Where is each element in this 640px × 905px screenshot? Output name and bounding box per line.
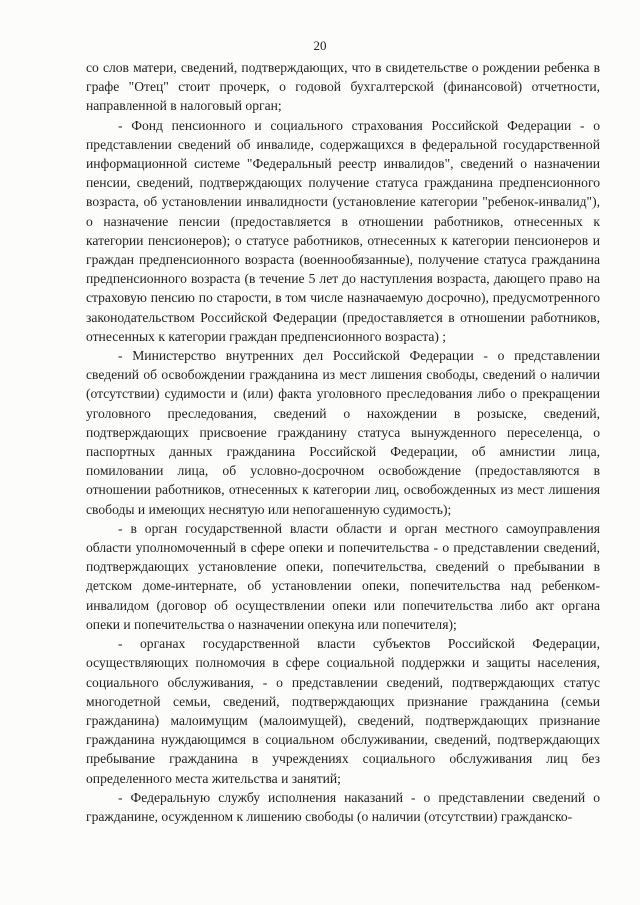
paragraph-interior-ministry: - Министерство внутренних дел Российской Федерации - о представлении сведений об освобождении гражданина из мест лишения свободы, сведений о наличии (отсутствии) судимости и (или) факта уголовного преследования либо о прекращении уголовного преследования, сведений о нахождении в розыске, сведений, подтверждающих присвоение гражданину статуса вынужденного переселенца, о паспортных данных гражданина Российской Федерации, об амнистии лица, помиловании лица, об условно-досрочном освобождение (предоставляются в отношении работников, отнесенных к категории лиц, освобожденных из мест лишения свободы и имеющих неснятую или непогашенную судимость); [86,348,600,517]
paragraph-guardianship: - в орган государственной власти области и орган местного самоуправления области уполномоченный в сфере опеки и попечительства - о представлении сведений, подтверждающих установление опеки, попечительства, сведений о пребывании в детском доме-интернате, об установлении опеки, попечительства над ребенком-инвалидом (договор об осуществлении опеки или попечительства либо акт органа опеки и попечительства о назначении опекуна или попечителя); [86,520,600,632]
page-number: 20 [313,38,327,53]
paragraph-pension-fund: - Фонд пенсионного и социального страхования Российской Федерации - о представлении сведений об инвалиде, содержащихся в федеральной государственной информационной системе "Федеральный реестр инвалидов", сведений о назначении пенсии, сведений, подтверждающих получение статуса гражданина предпенсионного возраста, об установлении инвалидности (установление категории "ребенок-инвалид"), о назначение пенсии (предоставляется в отношении работников, отнесенных к категории пенсионеров); о статусе работников, отнесенных к категории пенсионеров и граждан предпенсионного возраста (военнообязанные), получение статуса гражданина предпенсионного возраста (в течение 5 лет до наступления возраста, дающего право на страховую пенсию по старости, в том числе назначаемую досрочно), предусмотренного законодательством Российской Федерации (предоставляется в отношении работников, отнесенных к категории граждан предпенсионного возраста) ; [86,117,600,344]
paragraph-penitentiary-service: - Федеральную службу исполнения наказаний - о представлении сведений о гражданине, осужденном к лишению свободы (о наличии (отсутствии) гражданско- [86,789,600,824]
document-body [86,58,600,826]
paragraph-continuation: со слов матери, сведений, подтверждающих, что в свидетельстве о рождении ребенка в графе "Отец" стоит прочерк, о годовой бухгалтерской (финансовой) отчетности, направленной в налоговый орган; [86,60,600,114]
paragraph-social-protection: - органах государственной власти субъектов Российской Федерации, осуществляющих полномочия в сфере социальной поддержки и защиты населения, социального обслуживания, - о представлении сведений, подтверждающих статус многодетной семьи, сведений, подтверждающих признание гражданина (семьи гражданина) малоимущим (малоимущей), сведений, подтверждающих признание гражданина нуждающимся в социальном обслуживании, сведений, подтверждающих пребывание гражданина в учреждениях социального обслуживания лиц без определенного места жительства и занятий; [86,636,600,786]
